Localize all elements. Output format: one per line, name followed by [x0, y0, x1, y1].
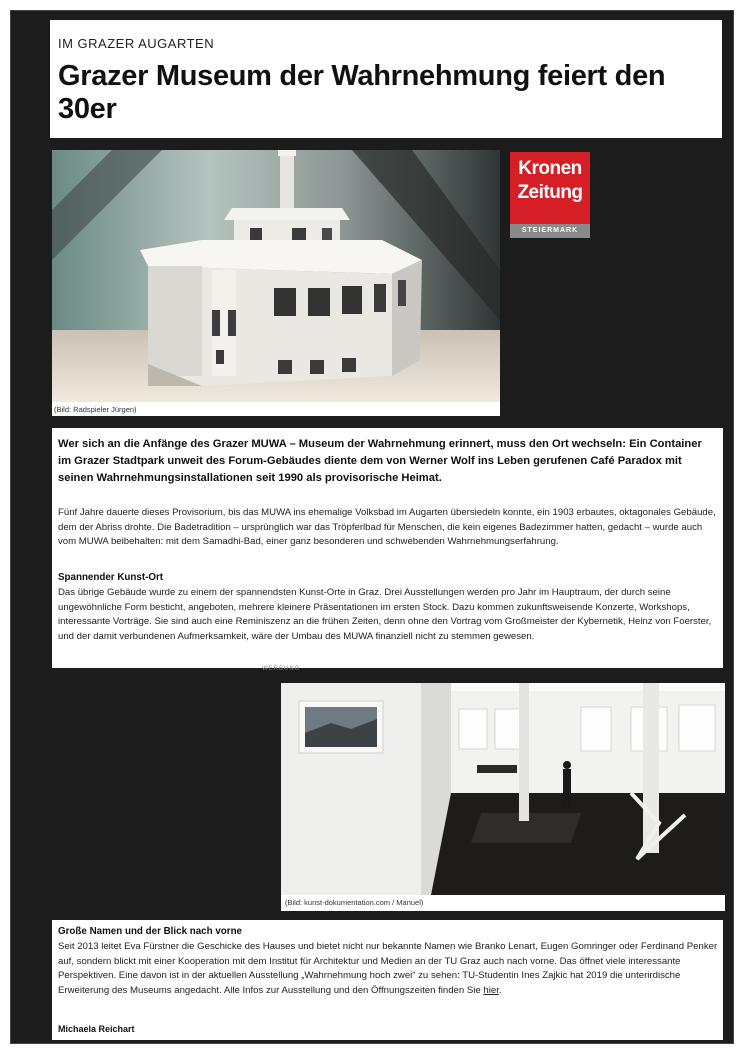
image2-caption: (Bild: kunst-dokumentation.com / Manuel) — [285, 898, 424, 907]
info-link[interactable]: hier — [483, 984, 499, 996]
paragraph-3 — [58, 940, 718, 998]
ad-label: WERBUNG — [262, 666, 301, 672]
logo-region: STEIERMARK — [510, 224, 590, 238]
kicker: IM GRAZER AUGARTEN — [58, 36, 215, 51]
image2-panel — [281, 683, 725, 911]
logo-line1: Kronen — [518, 158, 582, 179]
museum-model-photo — [52, 150, 500, 402]
image1-caption: (Bild: Radspieler Jürgen) — [54, 405, 137, 414]
exhibition-room-photo — [281, 683, 725, 895]
author-name: Michaela Reichart — [58, 1024, 135, 1034]
subhead-1: Spannender Kunst-Ort — [58, 572, 164, 583]
headline: Grazer Museum der Wahrnehmung feiert den 30er — [58, 60, 666, 125]
header-panel — [50, 20, 722, 138]
logo-line2: Zeitung — [517, 182, 583, 203]
paragraph-3-text: Seit 2013 leitet Eva Fürstner die Geschicke des Hauses und bietet nicht nur bekannte Namen wie Branko Lenart, Eugen Gomringer oder Ferdinand Penker auf, sondern blickt mit einer Kooperation mit dem Institut für Architektur und Medien an der TU Graz auch nach vorne. Das öffnet viele interessante Perspektiven. Eine davon ist in der aktuellen Ausstellung „Wahrnehmung hoch zwei“ zu sehen: TU-Studentin Ines Zajkic hat 2019 die unterirdische Erweiterung des Museums angedacht. Alle Infos zur Ausstellung und den Öffnungszeiten finden Sie — [58, 941, 718, 996]
article-ending-panel — [52, 920, 723, 1040]
article-body-panel — [52, 428, 723, 668]
paragraph-3-suffix: . — [498, 984, 502, 996]
article-lead: Wer sich an die Anfänge des Grazer MUWA – Museum der Wahrnehmung erinnert, muss den Ort wechseln: Ein Container im Grazer Stadtpark unweit des Forum-Gebäudes diente dem von Werner Wolf ins Leben gerufenen Café Paradox mit seinen Wahrnehmungsinstallationen seit 1990 als provisorische Heimat. — [58, 438, 702, 484]
image1-panel — [52, 150, 500, 416]
subhead-2: Große Namen und der Blick nach vorne — [58, 926, 243, 937]
kronen-zeitung-logo — [510, 152, 590, 238]
paragraph-1: Fünf Jahre dauerte dieses Provisorium, bis das MUWA ins ehemalige Volksbad im Augarten übersiedeln konnte, ein 1903 erbautes, oktagonales Gebäude, dem der Abriss drohte. Die Badetradition – ursprünglich war das Tröpferlbad für Menschen, die kein eigenes Badezimmer hatten, gedacht – wurde auch vom MUWA beibehalten: mit dem Samadhi-Bad, einer ganz besonderen und schwebenden Wahrnehmungserfahrung. — [58, 507, 716, 548]
paragraph-2: Das übrige Gebäude wurde zu einem der spannendsten Kunst-Orte in Graz. Drei Ausstellungen werden pro Jahr im Hauptraum, der durch seine ungewöhnliche Form besticht, angeboten, mehrere kleinere Präsentationen im ersten Stock. Dazu kommen zukunftsweisende Konzerte, Workshops, interessante Vorträge. Sie sind auch eine Reminiszenz an die frühen Zeiten, denn ohne den Vortrag vom Großmeister der Kybernetik, Heinz von Foerster, und der damit verbundenen Aufmerksamkeit, wäre der Umbau des MUWA finanziell nicht zu stemmen gewesen. — [58, 587, 712, 642]
